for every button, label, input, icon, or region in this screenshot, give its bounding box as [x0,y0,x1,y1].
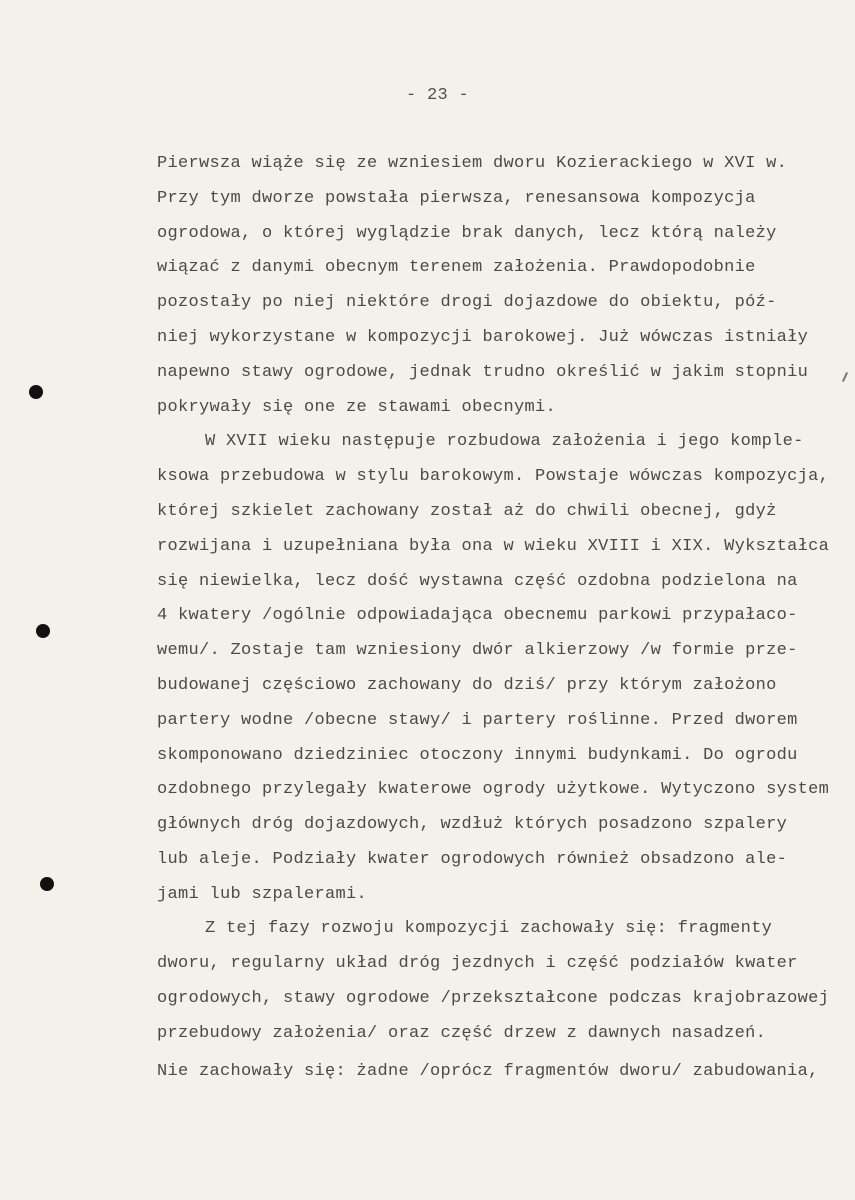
text-line: Przy tym dworze powstała pierwsza, renesansowa kompozycja [157,189,756,208]
text-line: wiązać z danymi obecnym terenem założenia. Prawdopodobnie [157,258,756,277]
text-line: partery wodne /obecne stawy/ i partery roślinne. Przed dworem [157,711,798,730]
text-line: przebudowy założenia/ oraz część drzew z dawnych nasadzeń. [157,1024,767,1043]
text-line: której szkielet zachowany został aż do chwili obecnej, gdyż [157,502,777,521]
text-line: budowanej częściowo zachowany do dziś/ przy którym założono [157,676,777,695]
text-line: ksowa przebudowa w stylu barokowym. Powstaje wówczas kompozycja, [157,467,830,486]
text-line: jami lub szpalerami. [157,885,368,904]
text-line: głównych dróg dojazdowych, wzdłuż których posadzono szpalery [157,815,788,834]
text-line: rozwijana i uzupełniana była ona w wieku XVIII i XIX. Wykształca [157,537,830,556]
text-line: napewno stawy ogrodowe, jednak trudno określić w jakim stopniu [157,363,809,382]
text-line: skomponowano dziedziniec otoczony innymi budynkami. Do ogrodu [157,746,798,765]
text-line: Nie zachowały się: żadne /oprócz fragmentów dworu/ zabudowania, [157,1062,819,1081]
margin-mark [842,372,848,382]
text-line: ogrodowych, stawy ogrodowe /przekształcone podczas krajobrazowej [157,989,830,1008]
page-number: - 23 - [405,86,469,105]
punch-hole [40,877,54,891]
text-line: pokrywały się one ze stawami obecnymi. [157,398,557,417]
punch-hole [36,624,50,638]
text-line: ogrodowa, o której wyglądzie brak danych, lecz którą należy [157,224,777,243]
punch-hole [29,385,43,399]
text-line: Pierwsza wiąże się ze wzniesiem dworu Kozierackiego w XVI w. [157,154,788,173]
text-line: W XVII wieku następuje rozbudowa założenia i jego komple- [205,432,804,451]
text-line: Z tej fazy rozwoju kompozycji zachowały się: fragmenty [205,919,773,938]
text-line: ozdobnego przylegały kwaterowe ogrody użytkowe. Wytyczono system [157,780,830,799]
text-line: niej wykorzystane w kompozycji barokowej. Już wówczas istniały [157,328,809,347]
text-line: się niewielka, lecz dość wystawna część ozdobna podzielona na [157,572,798,591]
text-line: lub aleje. Podziały kwater ogrodowych również obsadzono ale- [157,850,788,869]
text-line: wemu/. Zostaje tam wzniesiony dwór alkierzowy /w formie prze- [157,641,798,660]
text-line: 4 kwatery /ogólnie odpowiadająca obecnemu parkowi przypałaco- [157,606,798,625]
text-line: pozostały po niej niektóre drogi dojazdowe do obiektu, póź- [157,293,777,312]
text-line: dworu, regularny układ dróg jezdnych i część podziałów kwater [157,954,798,973]
